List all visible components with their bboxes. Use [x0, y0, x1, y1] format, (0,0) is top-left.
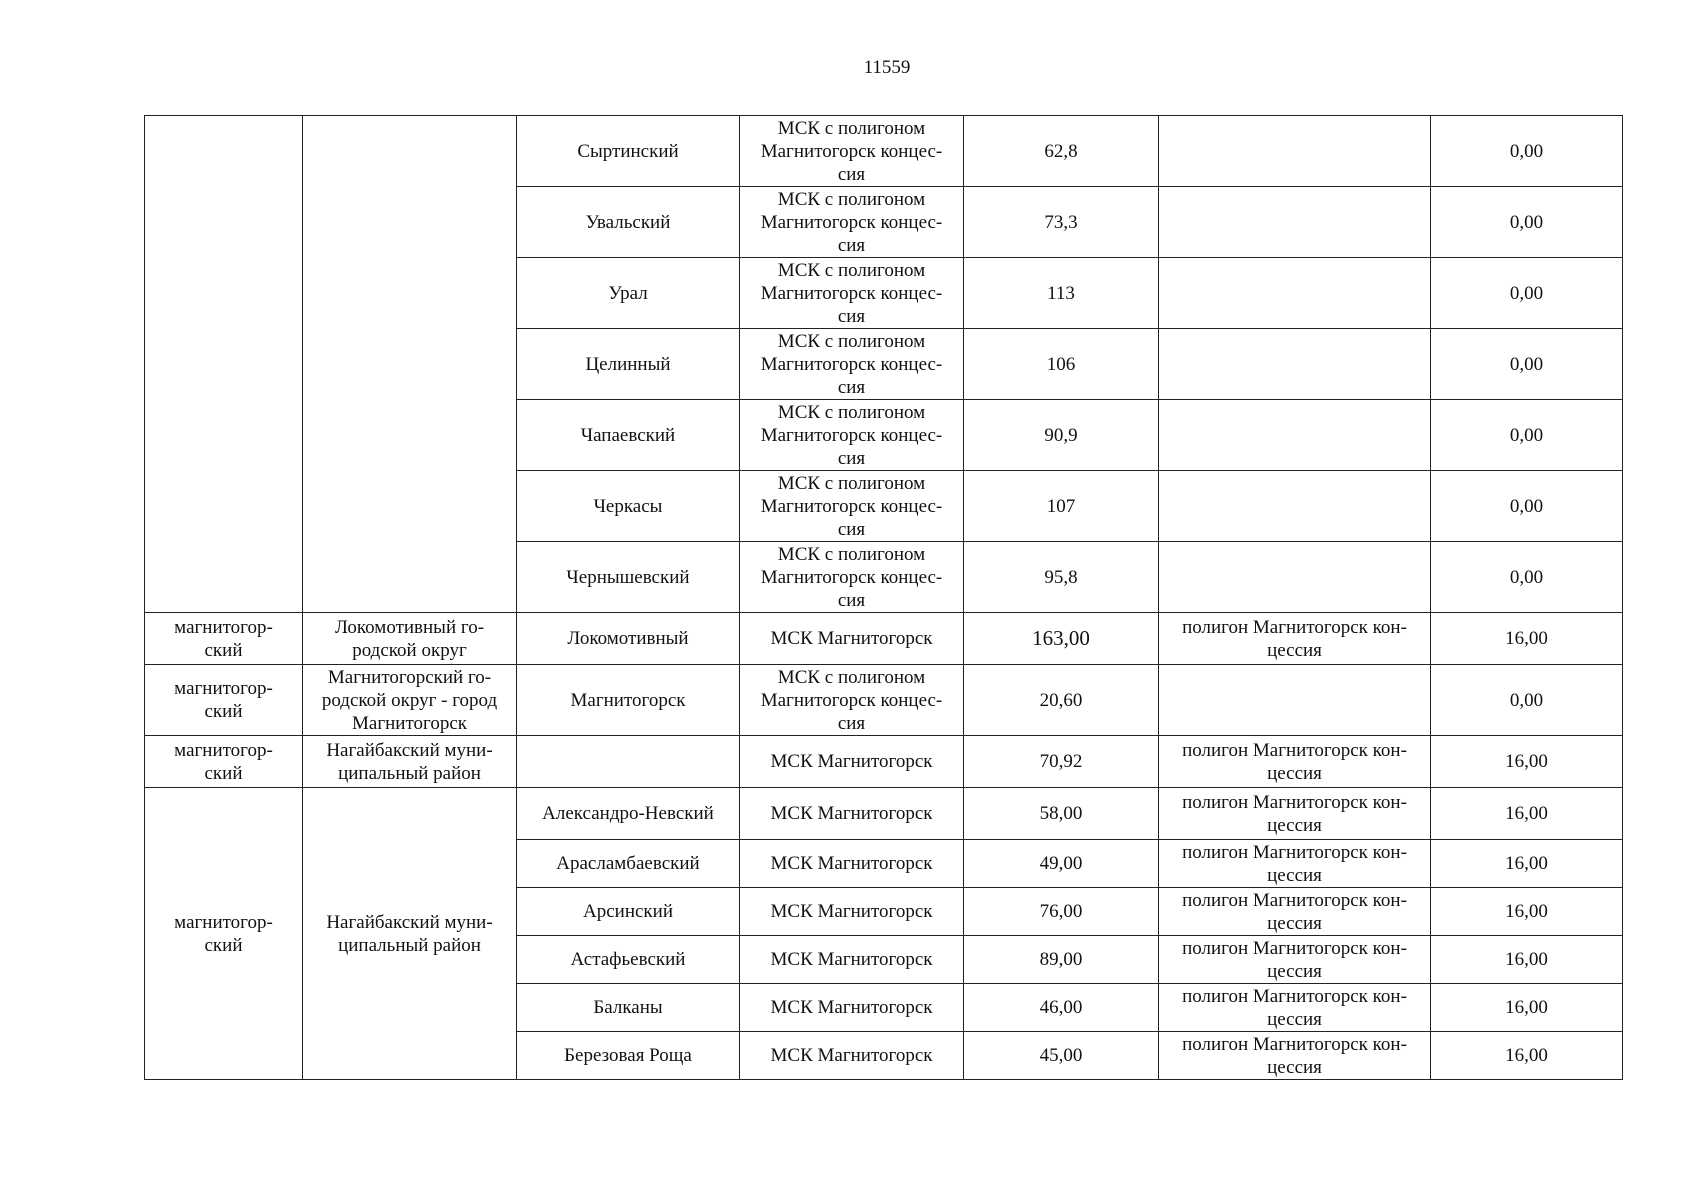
municipality-cell: Магнитогорский го- родской округ - город Магнитогорск — [303, 665, 517, 736]
operator-cell: МСК с полигоном Магнитогорск концес- сия — [740, 542, 964, 613]
tariff-cell: 16,00 — [1431, 736, 1623, 788]
volume-cell: 76,00 — [964, 888, 1159, 936]
tariff-cell: 16,00 — [1431, 1032, 1623, 1080]
tariff-cell: 0,00 — [1431, 665, 1623, 736]
tariff-cell: 0,00 — [1431, 258, 1623, 329]
municipality-cell: Локомотивный го- родской округ — [303, 613, 517, 665]
operator-cell: МСК с полигоном Магнитогорск концес- сия — [740, 665, 964, 736]
locality-cell: Чапаевский — [517, 400, 740, 471]
destination-cell — [1159, 400, 1431, 471]
volume-cell: 95,8 — [964, 542, 1159, 613]
zone-cell: магнитогор- ский — [145, 736, 303, 788]
tariff-cell: 16,00 — [1431, 888, 1623, 936]
locality-cell: Астафьевский — [517, 936, 740, 984]
tariff-cell: 16,00 — [1431, 840, 1623, 888]
locality-cell: Черкасы — [517, 471, 740, 542]
volume-cell: 73,3 — [964, 187, 1159, 258]
tariff-cell: 0,00 — [1431, 329, 1623, 400]
tariff-cell: 16,00 — [1431, 984, 1623, 1032]
locality-cell: Магнитогорск — [517, 665, 740, 736]
volume-cell: 46,00 — [964, 984, 1159, 1032]
table-row — [145, 116, 1623, 187]
operator-cell: МСК Магнитогорск — [740, 984, 964, 1032]
zone-cell: магнитогор- ский — [145, 788, 303, 1080]
operator-cell: МСК Магнитогорск — [740, 613, 964, 665]
tariff-cell: 0,00 — [1431, 116, 1623, 187]
locality-cell: Арсинский — [517, 888, 740, 936]
locality-cell: Целинный — [517, 329, 740, 400]
locality-cell: Арасламбаевский — [517, 840, 740, 888]
volume-cell: 163,00 — [964, 613, 1159, 665]
table-row — [145, 788, 1623, 840]
operator-cell: МСК с полигоном Магнитогорск концес- сия — [740, 187, 964, 258]
volume-cell: 20,60 — [964, 665, 1159, 736]
destination-cell: полигон Магнитогорск кон- цессия — [1159, 840, 1431, 888]
destination-cell: полигон Магнитогорск кон- цессия — [1159, 936, 1431, 984]
destination-cell — [1159, 187, 1431, 258]
tariff-cell: 16,00 — [1431, 936, 1623, 984]
operator-cell: МСК с полигоном Магнитогорск концес- сия — [740, 471, 964, 542]
operator-cell: МСК с полигоном Магнитогорск концес- сия — [740, 116, 964, 187]
volume-cell: 90,9 — [964, 400, 1159, 471]
destination-cell: полигон Магнитогорск кон- цессия — [1159, 613, 1431, 665]
volume-cell: 107 — [964, 471, 1159, 542]
volume-cell: 45,00 — [964, 1032, 1159, 1080]
tariff-cell: 16,00 — [1431, 788, 1623, 840]
destination-cell: полигон Магнитогорск кон- цессия — [1159, 736, 1431, 788]
destination-cell — [1159, 665, 1431, 736]
table-row — [145, 665, 1623, 736]
locality-cell: Чернышевский — [517, 542, 740, 613]
volume-cell: 49,00 — [964, 840, 1159, 888]
table-row — [145, 613, 1623, 665]
destination-cell — [1159, 329, 1431, 400]
volume-cell: 89,00 — [964, 936, 1159, 984]
operator-cell: МСК Магнитогорск — [740, 888, 964, 936]
municipality-cell: Нагайбакский муни- ципальный район — [303, 736, 517, 788]
destination-cell: полигон Магнитогорск кон- цессия — [1159, 888, 1431, 936]
destination-cell: полигон Магнитогорск кон- цессия — [1159, 788, 1431, 840]
destination-cell — [1159, 542, 1431, 613]
tariff-cell: 16,00 — [1431, 613, 1623, 665]
locality-cell: Увальский — [517, 187, 740, 258]
destination-cell: полигон Магнитогорск кон- цессия — [1159, 984, 1431, 1032]
operator-cell: МСК с полигоном Магнитогорск концес- сия — [740, 400, 964, 471]
tariff-cell: 0,00 — [1431, 400, 1623, 471]
tariff-cell: 0,00 — [1431, 542, 1623, 613]
municipality-cell: Нагайбакский муни- ципальный район — [303, 788, 517, 1080]
tariff-cell: 0,00 — [1431, 471, 1623, 542]
municipality-cell — [303, 116, 517, 613]
volume-cell: 70,92 — [964, 736, 1159, 788]
zone-cell — [145, 116, 303, 613]
volume-cell: 62,8 — [964, 116, 1159, 187]
destination-cell — [1159, 116, 1431, 187]
zone-cell: магнитогор- ский — [145, 665, 303, 736]
locality-cell: Сыртинский — [517, 116, 740, 187]
operator-cell: МСК с полигоном Магнитогорск концес- сия — [740, 258, 964, 329]
waste-flow-table — [144, 115, 1623, 1080]
volume-cell: 58,00 — [964, 788, 1159, 840]
destination-cell — [1159, 258, 1431, 329]
operator-cell: МСК Магнитогорск — [740, 840, 964, 888]
page-number: 11559 — [863, 57, 911, 78]
operator-cell: МСК Магнитогорск — [740, 788, 964, 840]
table-row — [145, 736, 1623, 788]
volume-cell: 106 — [964, 329, 1159, 400]
destination-cell — [1159, 471, 1431, 542]
locality-cell: Балканы — [517, 984, 740, 1032]
tariff-cell: 0,00 — [1431, 187, 1623, 258]
locality-cell: Березовая Роща — [517, 1032, 740, 1080]
destination-cell: полигон Магнитогорск кон- цессия — [1159, 1032, 1431, 1080]
locality-cell — [517, 736, 740, 788]
volume-cell: 113 — [964, 258, 1159, 329]
operator-cell: МСК Магнитогорск — [740, 1032, 964, 1080]
locality-cell: Локомотивный — [517, 613, 740, 665]
operator-cell: МСК с полигоном Магнитогорск концес- сия — [740, 329, 964, 400]
operator-cell: МСК Магнитогорск — [740, 936, 964, 984]
zone-cell: магнитогор- ский — [145, 613, 303, 665]
locality-cell: Александро-Невский — [517, 788, 740, 840]
operator-cell: МСК Магнитогорск — [740, 736, 964, 788]
locality-cell: Урал — [517, 258, 740, 329]
